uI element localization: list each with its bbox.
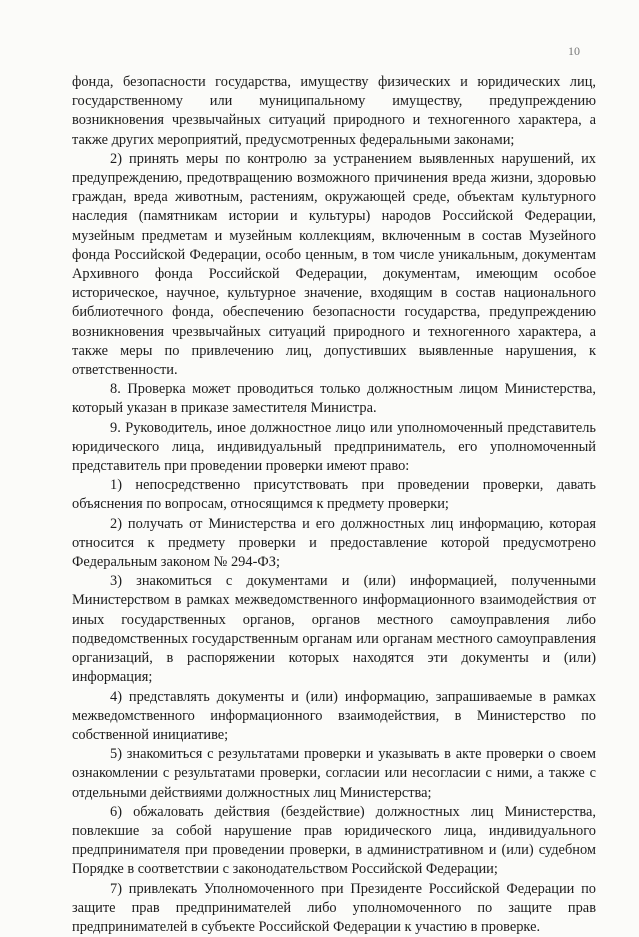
paragraph: 4) представлять документы и (или) информацию, запрашиваемые в рамках межведомственного информационного взаимодействия, в Министерство по собственной инициативе; [72,688,596,743]
paragraph: 8. Проверка может проводиться только должностным лицом Министерства, который указан в приказе заместителя Министра. [72,381,596,417]
paragraph: 2) принять меры по контролю за устранением выявленных нарушений, их предупреждению, предотвращению возможного причинения вреда жизни, здоровью граждан, вреда животным, растениям, окружающей среде, объектам культурного наследия (памятникам истории и культуры) народов Российской Федерации, музейным предметам и музейным коллекциям, включенным в состав Музейного фонда Российской Федерации, особо ценным, в том числе уникальным, документам Архивного фонда Российской Федерации, документам, имеющим особое историческое, научное, культурное значение, входящим в состав национального библиотечного фонда, обеспечению безопасности государства, предупреждению возникновения чрезвычайных ситуаций природного и техногенного характера, а также меры по привлечению лиц, допустивших выявленные нарушения, к ответственности. [72,150,596,379]
paragraph: фонда, безопасности государства, имуществу физических и юридических лиц, государственному или муниципальному имуществу, предупреждению возникновения чрезвычайных ситуаций природного и техногенного характера, а также других мероприятий, предусмотренных федеральными законами; [72,74,596,148]
paragraph: 2) получать от Министерства и его должностных лиц информацию, которая относится к предмету проверки и предоставление которой предусмотрено Федеральным законом № 294-ФЗ; [72,515,596,571]
paragraph: 6) обжаловать действия (бездействие) должностных лиц Министерства, повлекшие за собой нарушение прав юридического лица, индивидуального предпринимателя при проведении проверки, в административном и (или) судебном Порядке в соответствии с законодательством Российской Федерации; [72,803,596,878]
paragraph: 3) знакомиться с документами и (или) информацией, полученными Министерством в рамках межведомственного информационного взаимодействия от иных государственных органов, органов местного самоуправления либо подведомственных государственным органам или органам местного самоуправления организаций, в распоряжении которых находятся эти документы и (или) информация; [72,573,596,686]
paragraph: 7) привлекать Уполномоченного при Президенте Российской Федерации по защите прав предпринимателей либо уполномоченного по защите прав предпринимателей в субъекте Российской Федерации к участию в проверке. [72,880,596,935]
paragraph: 1) непосредственно присутствовать при проведении проверки, давать объяснения по вопросам, относящимся к предмету проверки; [72,477,596,513]
page-number: 10 [568,44,580,58]
paragraph: 9. Руководитель, иное должностное лицо или уполномоченный представитель юридического лица, индивидуальный предприниматель, его уполномоченный представитель при проведении проверки имеют право: [72,419,596,475]
paragraph: 5) знакомиться с результатами проверки и указывать в акте проверки о своем ознакомлении с результатами проверки, согласии или несогласии с ними, а также с отдельными действиями должностных лиц Министерства; [72,746,596,801]
document-body [72,73,596,937]
